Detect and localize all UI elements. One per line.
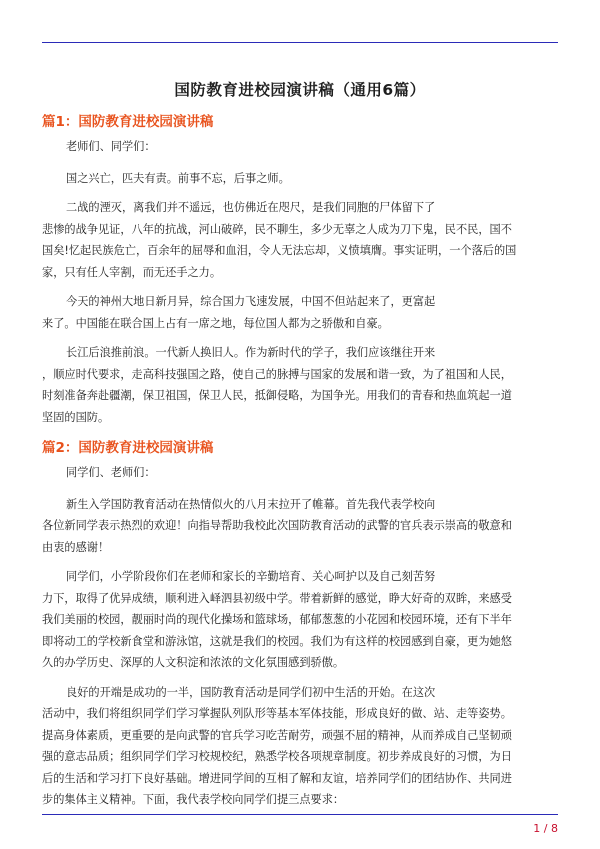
text-line: 步的集体主义精神。下面，我代表学校向同学们提三点要求： — [42, 793, 345, 806]
text-line: 同学们、老师们： — [66, 466, 156, 479]
text-line: 坚固的国防。 — [42, 410, 110, 424]
text-line: 强的意志品质；组织同学们学习校规校纪，熟悉学校各项规章制度。初步养成良好的习惯，为日 — [42, 750, 512, 763]
text-line: 活动中，我们将组织同学们学习掌握队列队形等基本军体技能，形成良好的做、站、走等姿势。 — [42, 707, 512, 720]
paragraph — [42, 566, 558, 674]
paragraph — [42, 342, 558, 428]
text-line: 力下，取得了优异成绩，顺利进入峄泗县初级中学。带着新鲜的感觉，睁大好奇的双眸，来感受 — [42, 591, 512, 605]
text-line: 我们美丽的校园，靓丽时尚的现代化操场和篮球场，郁郁葱葱的小花园和校园环境，还有下半年 — [42, 613, 512, 626]
text-line: 各位新同学表示热烈的欢迎！向指导帮助我校此次国防教育活动的武警的官兵表示崇高的敬意和 — [42, 519, 512, 532]
text-line: 即将动工的学校新食堂和游泳馆，这就是我们的校园。我们为有这样的校园感到自豪，更为她悠 — [42, 634, 512, 648]
paragraph — [42, 494, 558, 559]
bottom-rule — [42, 814, 558, 815]
section-1-heading: 篇1：国防教育进校园演讲稿 — [42, 114, 214, 130]
text-line: 提高身体素质，更重要的是向武警的官兵学习吃苦耐劳，顽强不屈的精神，从而养成自己坚韧顽 — [42, 728, 512, 742]
document-title: 国防教育进校园演讲稿（通用6篇） — [174, 81, 426, 99]
paragraph — [42, 462, 558, 484]
text-line: 今天的神州大地日新月异，综合国力飞速发展，中国不但站起来了，更富起 — [66, 295, 436, 308]
text-line: 良好的开端是成功的一半，国防教育活动是同学们初中生活的开始。在这次 — [66, 685, 436, 699]
text-line: 同学们，小学阶段你们在老师和家长的辛勤培育、关心呵护以及自己刻苦努 — [66, 570, 436, 583]
text-line: 时刻准备奔赴疆潮，保卫祖国，保卫人民，抵御侵略，为国争光。用我们的青春和热血筑起一道 — [42, 389, 512, 402]
top-rule — [42, 42, 558, 43]
paragraph — [42, 136, 558, 158]
text-line: 国矣!忆起民族危亡，百余年的屈辱和血泪，令人无法忘却，义愤填膺。事实证明，一个落后的国 — [42, 244, 517, 257]
section-2-heading: 篇2：国防教育进校园演讲稿 — [42, 440, 214, 456]
paragraph — [42, 197, 558, 283]
text-line: 长江后浪推前浪。一代新人换旧人。作为新时代的学子，我们应该继往开来 — [66, 346, 436, 359]
document-body — [42, 110, 558, 819]
text-line: 老师们、同学们： — [66, 140, 156, 153]
paragraph — [42, 168, 558, 190]
text-line: 久的办学历史、深厚的人文积淀和浓浓的文化氛围感到骄傲。 — [42, 656, 345, 669]
text-line: 家，只有任人宰割，而无还手之力。 — [42, 265, 222, 279]
text-line: 国之兴亡，匹夫有责。前事不忘，后事之师。 — [66, 171, 290, 185]
text-line: 新生入学国防教育活动在热情似火的八月末拉开了帷幕。首先我代表学校向 — [66, 497, 436, 511]
text-line: 悲惨的战争见证，八年的抗战，河山破碎，民不聊生，多少无辜之人成为刀下鬼，民不民，国不 — [42, 222, 512, 236]
page-number: 1 / 8 — [533, 822, 558, 835]
paragraph — [42, 682, 558, 811]
text-line: 由衷的感谢！ — [42, 540, 110, 554]
text-line: ，顺应时代要求，走高科技强国之路，使自己的脉搏与国家的发展和谐一致，为了祖国和人民， — [42, 367, 512, 381]
text-line: 后的生活和学习打下良好基础。增进同学间的互相了解和友谊，培养同学们的团结协作、共同进 — [42, 771, 512, 785]
text-line: 来了。中国能在联合国上占有一席之地，每位国人都为之骄傲和自豪。 — [42, 316, 389, 330]
text-line: 二战的湮灭，离我们并不遥远，也仿佛近在咫尺，是我们同胞的尸体留下了 — [66, 201, 436, 214]
paragraph — [42, 291, 558, 334]
